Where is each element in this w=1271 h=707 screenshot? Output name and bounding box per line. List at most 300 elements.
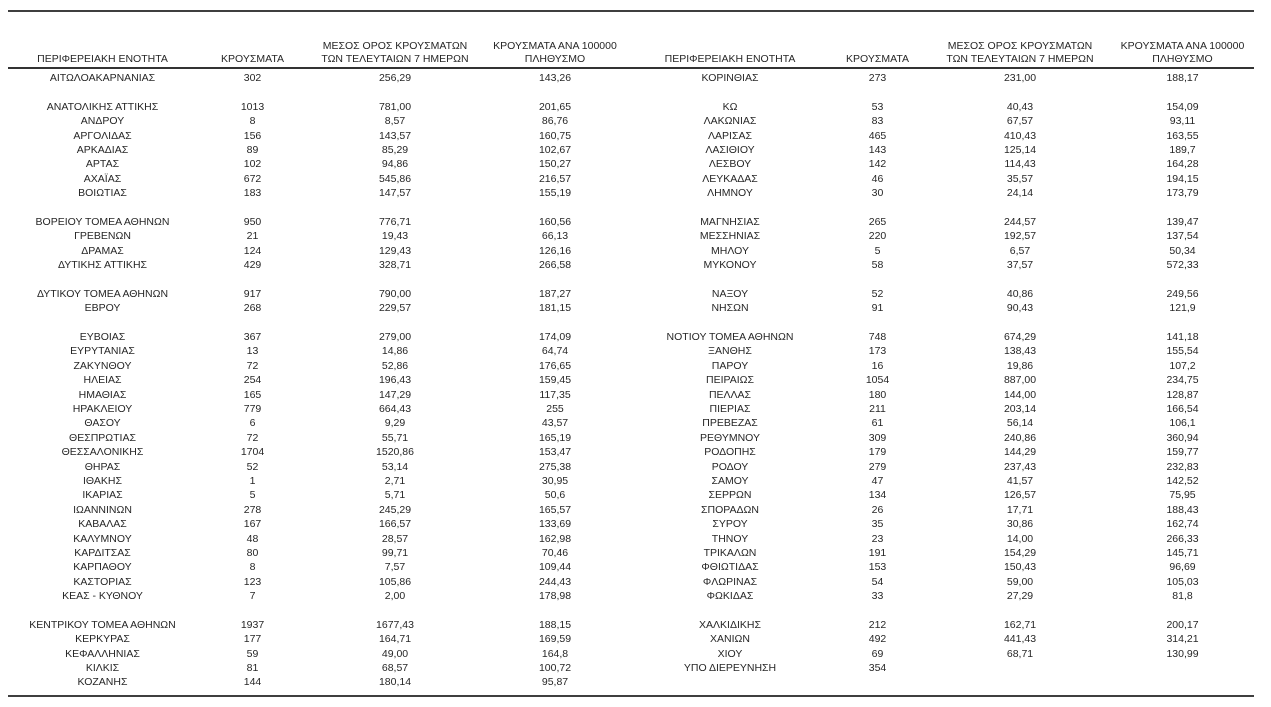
cases-cell: 950 bbox=[243, 215, 262, 228]
header-region-label: ΠΕΡΙΦΕΡΕΙΑΚΗ ΕΝΟΤΗΤΑ bbox=[664, 52, 796, 65]
region-cell: ΝΟΤΙΟΥ ΤΟΜΕΑ ΑΘΗΝΩΝ bbox=[666, 331, 794, 344]
table-row bbox=[10, 474, 630, 488]
cases-cell: 273 bbox=[868, 72, 887, 84]
avg7-cell: 328,71 bbox=[378, 259, 412, 272]
cases-cell: 167 bbox=[243, 518, 262, 531]
per100k-cell: 188,43 bbox=[1166, 503, 1199, 516]
table-row-spacer bbox=[10, 316, 630, 330]
per100k-cell: 126,16 bbox=[538, 244, 572, 257]
cases-cell: 52 bbox=[871, 287, 884, 300]
avg7-cell: 114,43 bbox=[1004, 158, 1036, 171]
region-cell: ΘΕΣΠΡΩΤΙΑΣ bbox=[69, 431, 136, 444]
region-cell: ΔΥΤΙΚΟΥ ΤΟΜΕΑ ΑΘΗΝΩΝ bbox=[36, 287, 169, 300]
per100k-cell: 314,21 bbox=[1166, 633, 1199, 646]
region-cell: ΗΡΑΚΛΕΙΟΥ bbox=[72, 402, 133, 415]
avg7-cell: 410,43 bbox=[1003, 129, 1037, 142]
per100k-cell: 106,1 bbox=[1169, 417, 1196, 430]
per100k-cell: 150,27 bbox=[538, 158, 572, 171]
table-body-right bbox=[640, 71, 1260, 690]
region-cell: ΧΙΟΥ bbox=[717, 647, 743, 660]
per100k-cell: 43,57 bbox=[541, 417, 569, 430]
per100k-cell: 30,95 bbox=[541, 474, 569, 487]
per100k-cell: 187,27 bbox=[538, 287, 572, 300]
cases-cell: 748 bbox=[868, 331, 887, 344]
region-cell: ΑΙΤΩΛΟΑΚΑΡΝΑΝΙΑΣ bbox=[49, 72, 156, 84]
cases-cell: 1704 bbox=[240, 446, 265, 459]
per100k-cell: 159,77 bbox=[1166, 446, 1199, 459]
per100k-cell: 154,09 bbox=[1166, 100, 1199, 113]
header-cases bbox=[820, 53, 935, 68]
per100k-cell: 163,55 bbox=[1166, 129, 1199, 142]
header-avg7 bbox=[310, 40, 480, 67]
cases-cell: 83 bbox=[871, 115, 884, 128]
header-avg7 bbox=[935, 40, 1105, 67]
avg7-cell: 138,43 bbox=[1003, 345, 1037, 358]
per100k-cell: 95,87 bbox=[541, 676, 569, 689]
table-row bbox=[640, 632, 1260, 646]
avg7-cell: 790,00 bbox=[378, 287, 412, 300]
table-row bbox=[10, 632, 630, 646]
region-cell: ΔΡΑΜΑΣ bbox=[81, 244, 124, 257]
table-row bbox=[640, 661, 1260, 675]
table-row bbox=[10, 575, 630, 589]
table-row bbox=[640, 172, 1260, 186]
table-row bbox=[640, 647, 1260, 661]
table-row bbox=[10, 129, 630, 143]
table-row bbox=[640, 589, 1260, 603]
bottom-rule bbox=[8, 695, 1254, 697]
table-row bbox=[10, 618, 630, 632]
avg7-cell: 147,29 bbox=[378, 388, 412, 401]
region-cell: ΠΙΕΡΙΑΣ bbox=[709, 402, 751, 415]
cases-cell: 191 bbox=[868, 546, 887, 559]
table-row-spacer bbox=[640, 603, 1260, 617]
region-cell: ΤΗΝΟΥ bbox=[711, 532, 749, 545]
avg7-cell: 245,29 bbox=[378, 503, 412, 516]
avg7-cell: 1520,86 bbox=[376, 446, 414, 459]
table-row bbox=[10, 532, 630, 546]
region-cell: ΜΗΛΟΥ bbox=[711, 244, 749, 257]
table-row bbox=[640, 157, 1260, 171]
cases-cell: 21 bbox=[246, 230, 259, 243]
region-cell: ΦΘΙΩΤΙΔΑΣ bbox=[701, 561, 759, 574]
cases-cell: 16 bbox=[871, 359, 884, 372]
cases-cell: 89 bbox=[246, 143, 259, 156]
per100k-cell: 107,2 bbox=[1169, 359, 1196, 372]
cases-cell: 278 bbox=[243, 503, 262, 516]
per100k-cell: 155,19 bbox=[538, 187, 572, 200]
avg7-cell: 41,57 bbox=[1006, 474, 1034, 487]
cases-cell: 35 bbox=[871, 518, 884, 531]
region-cell: ΛΕΥΚΑΔΑΣ bbox=[702, 172, 758, 185]
cases-cell: 54 bbox=[871, 575, 884, 588]
table-row bbox=[640, 143, 1260, 157]
table-row bbox=[10, 258, 630, 272]
cases-cell: 173 bbox=[868, 345, 887, 358]
header-per100k-line2: ΠΛΗΘΥΣΜΟ bbox=[1152, 52, 1213, 65]
cases-cell: 183 bbox=[243, 187, 262, 200]
avg7-cell: 664,43 bbox=[378, 402, 412, 415]
table-row-spacer bbox=[640, 675, 1260, 689]
cases-cell: 254 bbox=[243, 374, 262, 387]
region-cell: ΘΑΣΟΥ bbox=[84, 417, 121, 430]
avg7-cell: 24,14 bbox=[1006, 187, 1034, 200]
avg7-cell: 27,29 bbox=[1006, 590, 1034, 603]
cases-cell: 47 bbox=[871, 474, 884, 487]
avg7-cell: 28,57 bbox=[381, 532, 409, 545]
avg7-cell: 37,57 bbox=[1006, 259, 1034, 272]
region-cell: ΜΕΣΣΗΝΙΑΣ bbox=[699, 230, 761, 243]
cases-cell: 779 bbox=[243, 402, 262, 415]
table-row bbox=[10, 517, 630, 531]
cases-cell: 268 bbox=[243, 302, 262, 315]
avg7-cell: 279,00 bbox=[378, 331, 412, 344]
per100k-cell: 86,76 bbox=[541, 115, 569, 128]
per100k-cell: 255 bbox=[546, 402, 564, 415]
region-cell: ΓΡΕΒΕΝΩΝ bbox=[74, 230, 131, 243]
per100k-cell: 178,98 bbox=[538, 590, 572, 603]
region-cell: ΛΕΣΒΟΥ bbox=[708, 158, 752, 171]
region-cell: ΛΑΣΙΘΙΟΥ bbox=[705, 143, 755, 156]
region-cell: ΧΑΛΚΙΔΙΚΗΣ bbox=[699, 618, 761, 631]
per100k-cell: 160,75 bbox=[538, 129, 572, 142]
per100k-cell: 181,15 bbox=[538, 302, 572, 315]
table-row bbox=[640, 445, 1260, 459]
table-row bbox=[640, 359, 1260, 373]
region-cell: ΜΑΓΝΗΣΙΑΣ bbox=[700, 215, 760, 228]
table-row-spacer bbox=[640, 316, 1260, 330]
top-rule bbox=[8, 10, 1254, 12]
avg7-cell: 196,43 bbox=[378, 374, 412, 387]
table-row bbox=[640, 215, 1260, 229]
table-row bbox=[10, 157, 630, 171]
table-row bbox=[10, 71, 630, 85]
per100k-cell: 162,98 bbox=[538, 532, 572, 545]
table-row-spacer bbox=[640, 272, 1260, 286]
region-cell: ΠΕΛΛΑΣ bbox=[708, 388, 752, 401]
table-row bbox=[10, 301, 630, 315]
cases-cell: 48 bbox=[246, 532, 259, 545]
header-per100k-line2: ΠΛΗΘΥΣΜΟ bbox=[524, 52, 586, 65]
region-cell: ΚΕΝΤΡΙΚΟΥ ΤΟΜΕΑ ΑΘΗΝΩΝ bbox=[29, 618, 176, 631]
per100k-cell: 188,15 bbox=[538, 618, 572, 631]
region-cell: ΣΑΜΟΥ bbox=[711, 474, 749, 487]
table-row bbox=[640, 301, 1260, 315]
cases-cell: 367 bbox=[243, 331, 262, 344]
avg7-cell: 229,57 bbox=[378, 302, 412, 315]
table-row bbox=[640, 71, 1260, 85]
cases-cell: 1013 bbox=[240, 100, 265, 113]
table-row bbox=[10, 661, 630, 675]
table-row bbox=[640, 114, 1260, 128]
table-row bbox=[640, 460, 1260, 474]
per100k-cell: 165,19 bbox=[538, 431, 572, 444]
per100k-cell: 121,9 bbox=[1169, 302, 1196, 315]
avg7-cell: 887,00 bbox=[1003, 374, 1037, 387]
per100k-cell: 164,8 bbox=[541, 647, 569, 660]
per100k-cell: 164,28 bbox=[1166, 158, 1199, 171]
per100k-cell: 572,33 bbox=[1166, 259, 1199, 272]
cases-cell: 492 bbox=[868, 633, 887, 646]
avg7-cell: 14,00 bbox=[1006, 532, 1034, 545]
header-avg7-line2: ΤΩΝ ΤΕΛΕΥΤΑΙΩΝ 7 ΗΜΕΡΩΝ bbox=[321, 52, 469, 65]
cases-cell: 279 bbox=[868, 460, 887, 473]
region-cell: ΚΑΛΥΜΝΟΥ bbox=[73, 532, 132, 545]
region-cell: ΠΑΡΟΥ bbox=[711, 359, 749, 372]
cases-cell: 142 bbox=[868, 158, 887, 171]
region-cell: ΙΩΑΝΝΙΝΩΝ bbox=[73, 503, 132, 516]
avg7-cell: 164,71 bbox=[378, 633, 412, 646]
region-cell: ΚΕΡΚΥΡΑΣ bbox=[75, 633, 130, 646]
per100k-cell: 137,54 bbox=[1166, 230, 1199, 243]
table-row bbox=[640, 474, 1260, 488]
table-row bbox=[10, 647, 630, 661]
cases-cell: 211 bbox=[869, 402, 886, 415]
region-cell: ΠΕΙΡΑΙΩΣ bbox=[706, 374, 754, 387]
header-cases bbox=[195, 53, 310, 68]
per100k-cell: 275,38 bbox=[538, 460, 572, 473]
region-cell: ΑΡΚΑΔΙΑΣ bbox=[76, 143, 129, 156]
avg7-cell: 203,14 bbox=[1003, 402, 1037, 415]
table-row bbox=[10, 100, 630, 114]
cases-cell: 58 bbox=[871, 259, 884, 272]
cases-cell: 5 bbox=[874, 244, 881, 257]
avg7-cell: 674,29 bbox=[1003, 331, 1037, 344]
avg7-cell: 40,86 bbox=[1006, 287, 1034, 300]
region-cell: ΑΝΑΤΟΛΙΚΗΣ ΑΤΤΙΚΗΣ bbox=[46, 100, 159, 113]
per100k-cell: 96,69 bbox=[1169, 561, 1196, 574]
avg7-cell: 40,43 bbox=[1006, 100, 1034, 113]
avg7-cell: 441,43 bbox=[1003, 633, 1037, 646]
region-cell: ΙΘΑΚΗΣ bbox=[83, 474, 122, 487]
table-row bbox=[10, 215, 630, 229]
per100k-cell: 133,69 bbox=[538, 518, 572, 531]
avg7-cell: 55,71 bbox=[381, 431, 409, 444]
per100k-cell: 160,56 bbox=[538, 215, 572, 228]
cases-cell: 5 bbox=[249, 489, 256, 502]
region-cell: ΘΕΣΣΑΛΟΝΙΚΗΣ bbox=[61, 446, 144, 459]
table-row bbox=[640, 488, 1260, 502]
avg7-cell: 94,86 bbox=[381, 158, 409, 171]
region-cell: ΗΛΕΙΑΣ bbox=[83, 374, 122, 387]
region-cell: ΒΟΡΕΙΟΥ ΤΟΜΕΑ ΑΘΗΝΩΝ bbox=[35, 215, 170, 228]
region-cell: ΗΜΑΘΙΑΣ bbox=[78, 388, 127, 401]
table-row-spacer bbox=[10, 272, 630, 286]
per100k-cell: 139,47 bbox=[1166, 215, 1199, 228]
table-row bbox=[640, 431, 1260, 445]
per100k-cell: 141,18 bbox=[1166, 331, 1199, 344]
region-cell: ΡΕΘΥΜΝΟΥ bbox=[699, 431, 760, 444]
table-row-spacer bbox=[640, 85, 1260, 99]
per100k-cell: 266,58 bbox=[538, 259, 572, 272]
per100k-cell: 155,54 bbox=[1166, 345, 1199, 358]
region-cell: ΥΠΟ ΔΙΕΡΕΥΝΗΣΗ bbox=[683, 662, 777, 675]
table-row bbox=[10, 330, 630, 344]
table-row bbox=[10, 172, 630, 186]
cases-cell: 6 bbox=[249, 417, 256, 430]
cases-cell: 124 bbox=[243, 244, 262, 257]
header-region bbox=[640, 53, 820, 68]
avg7-cell: 2,00 bbox=[384, 590, 406, 603]
avg7-cell: 129,43 bbox=[378, 244, 412, 257]
avg7-cell: 9,29 bbox=[384, 417, 406, 430]
cases-cell: 26 bbox=[871, 503, 884, 516]
region-cell: ΣΥΡΟΥ bbox=[712, 518, 748, 531]
cases-cell: 212 bbox=[868, 618, 887, 631]
table-row bbox=[640, 560, 1260, 574]
cases-cell: 72 bbox=[246, 359, 259, 372]
avg7-cell: 192,57 bbox=[1003, 230, 1037, 243]
cases-cell: 23 bbox=[871, 532, 884, 545]
avg7-cell: 144,00 bbox=[1003, 388, 1037, 401]
header-per100k-line1: ΚΡΟΥΣΜΑΤΑ ΑΝΑ 100000 bbox=[1120, 40, 1245, 52]
region-cell: ΚΑΡΔΙΤΣΑΣ bbox=[74, 546, 131, 559]
table-row bbox=[640, 186, 1260, 200]
per100k-cell: 176,65 bbox=[538, 359, 572, 372]
avg7-cell: 7,57 bbox=[384, 561, 406, 574]
table-row bbox=[10, 344, 630, 358]
per100k-cell: 93,11 bbox=[1169, 115, 1196, 128]
region-cell: ΣΠΟΡΑΔΩΝ bbox=[701, 503, 759, 516]
avg7-cell: 1677,43 bbox=[376, 618, 414, 631]
per100k-cell: 249,56 bbox=[1166, 287, 1199, 300]
table-row bbox=[10, 460, 630, 474]
avg7-cell: 143,57 bbox=[378, 129, 412, 142]
per100k-cell: 102,67 bbox=[538, 143, 572, 156]
cases-cell: 102 bbox=[243, 158, 262, 171]
header-avg7-line1: ΜΕΣΟΣ ΟΡΟΣ ΚΡΟΥΣΜΑΤΩΝ bbox=[322, 40, 468, 52]
region-cell: ΕΥΡΥΤΑΝΙΑΣ bbox=[70, 345, 135, 358]
avg7-cell: 144,29 bbox=[1003, 446, 1037, 459]
per100k-cell: 109,44 bbox=[538, 561, 572, 574]
header-per100k bbox=[1105, 40, 1260, 67]
cases-cell: 33 bbox=[871, 590, 884, 603]
region-cell: ΑΡΓΟΛΙΔΑΣ bbox=[73, 129, 132, 142]
table-row bbox=[10, 143, 630, 157]
region-cell: ΑΝΔΡΟΥ bbox=[80, 115, 125, 128]
header-region bbox=[10, 53, 195, 68]
avg7-cell: 56,14 bbox=[1006, 417, 1034, 430]
per100k-cell: 130,99 bbox=[1166, 647, 1199, 660]
avg7-cell: 126,57 bbox=[1003, 489, 1037, 502]
cases-cell: 153 bbox=[868, 561, 887, 574]
header-avg7-line2: ΤΩΝ ΤΕΛΕΥΤΑΙΩΝ 7 ΗΜΕΡΩΝ bbox=[946, 52, 1094, 65]
cases-cell: 69 bbox=[871, 647, 884, 660]
cases-cell: 156 bbox=[243, 129, 262, 142]
table-row bbox=[640, 100, 1260, 114]
region-cell: ΑΡΤΑΣ bbox=[85, 158, 120, 171]
region-cell: ΚΑΣΤΟΡΙΑΣ bbox=[73, 575, 132, 588]
cases-cell: 13 bbox=[246, 345, 259, 358]
avg7-cell: 68,71 bbox=[1006, 647, 1034, 660]
region-cell: ΛΗΜΝΟΥ bbox=[707, 187, 753, 200]
cases-cell: 53 bbox=[871, 100, 884, 113]
table-row-spacer bbox=[640, 201, 1260, 215]
cases-cell: 302 bbox=[243, 72, 262, 84]
table-row bbox=[640, 575, 1260, 589]
avg7-cell: 240,86 bbox=[1003, 431, 1037, 444]
per100k-cell: 189,7 bbox=[1169, 143, 1196, 156]
region-cell: ΚΑΒΑΛΑΣ bbox=[78, 518, 127, 531]
table-row bbox=[10, 488, 630, 502]
region-cell: ΙΚΑΡΙΑΣ bbox=[82, 489, 123, 502]
region-cell: ΖΑΚΥΝΘΟΥ bbox=[73, 359, 132, 372]
avg7-cell: 8,57 bbox=[384, 115, 406, 128]
cases-cell: 354 bbox=[868, 662, 887, 675]
avg7-cell: 180,14 bbox=[378, 676, 412, 689]
cases-cell: 8 bbox=[249, 561, 256, 574]
per100k-cell: 266,33 bbox=[1166, 532, 1199, 545]
region-cell: ΚΕΦΑΛΛΗΝΙΑΣ bbox=[65, 647, 140, 660]
cases-cell: 309 bbox=[868, 431, 887, 444]
cases-cell: 91 bbox=[871, 302, 884, 315]
table-row bbox=[640, 517, 1260, 531]
cases-cell: 1937 bbox=[240, 618, 265, 631]
table-row bbox=[10, 503, 630, 517]
per100k-cell: 200,17 bbox=[1166, 618, 1199, 631]
table-row bbox=[640, 503, 1260, 517]
avg7-cell: 237,43 bbox=[1003, 460, 1037, 473]
cases-cell: 265 bbox=[868, 215, 887, 228]
region-cell: ΚΙΛΚΙΣ bbox=[85, 662, 120, 675]
avg7-cell: 30,86 bbox=[1006, 518, 1034, 531]
avg7-cell: 52,86 bbox=[381, 359, 409, 372]
cases-cell: 1054 bbox=[865, 374, 890, 387]
avg7-cell: 154,29 bbox=[1003, 546, 1037, 559]
table-row bbox=[10, 546, 630, 560]
table-row bbox=[640, 532, 1260, 546]
cases-cell: 8 bbox=[249, 115, 256, 128]
table-row bbox=[10, 445, 630, 459]
avg7-cell: 59,00 bbox=[1006, 575, 1034, 588]
avg7-cell: 35,57 bbox=[1006, 172, 1034, 185]
avg7-cell: 162,71 bbox=[1003, 618, 1037, 631]
table-row bbox=[640, 258, 1260, 272]
avg7-cell: 781,00 bbox=[378, 100, 412, 113]
header-region-label: ΠΕΡΙΦΕΡΕΙΑΚΗ ΕΝΟΤΗΤΑ bbox=[37, 52, 168, 65]
header-cases-label: ΚΡΟΥΣΜΑΤΑ bbox=[221, 52, 284, 65]
table-header-row bbox=[640, 37, 1260, 67]
table-row bbox=[10, 431, 630, 445]
per100k-cell: 153,47 bbox=[538, 446, 572, 459]
per100k-cell: 173,79 bbox=[1166, 187, 1199, 200]
table-row-spacer bbox=[10, 603, 630, 617]
table-row bbox=[10, 359, 630, 373]
table-row bbox=[10, 675, 630, 689]
header-cases-label: ΚΡΟΥΣΜΑΤΑ bbox=[846, 52, 909, 65]
avg7-cell: 17,71 bbox=[1006, 503, 1034, 516]
region-cell: ΝΑΞΟΥ bbox=[711, 287, 749, 300]
header-avg7-line1: ΜΕΣΟΣ ΟΡΟΣ ΚΡΟΥΣΜΑΤΩΝ bbox=[947, 40, 1093, 52]
region-cell: ΠΡΕΒΕΖΑΣ bbox=[702, 417, 758, 430]
per100k-cell: 50,34 bbox=[1169, 244, 1196, 257]
region-cell: ΘΗΡΑΣ bbox=[84, 460, 121, 473]
table-row bbox=[640, 618, 1260, 632]
table-row bbox=[10, 402, 630, 416]
avg7-cell: 5,71 bbox=[384, 489, 406, 502]
avg7-cell: 231,00 bbox=[1003, 72, 1037, 84]
region-cell: ΚΟΖΑΝΗΣ bbox=[77, 676, 128, 689]
per100k-cell: 128,87 bbox=[1166, 388, 1199, 401]
per100k-cell: 216,57 bbox=[538, 172, 572, 185]
per100k-cell: 142,52 bbox=[1166, 474, 1199, 487]
cases-cell: 465 bbox=[868, 129, 887, 142]
avg7-cell: 19,43 bbox=[381, 230, 409, 243]
table-row bbox=[640, 244, 1260, 258]
cases-cell: 81 bbox=[246, 662, 259, 675]
per100k-cell: 169,59 bbox=[538, 633, 572, 646]
cases-cell: 165 bbox=[243, 388, 262, 401]
